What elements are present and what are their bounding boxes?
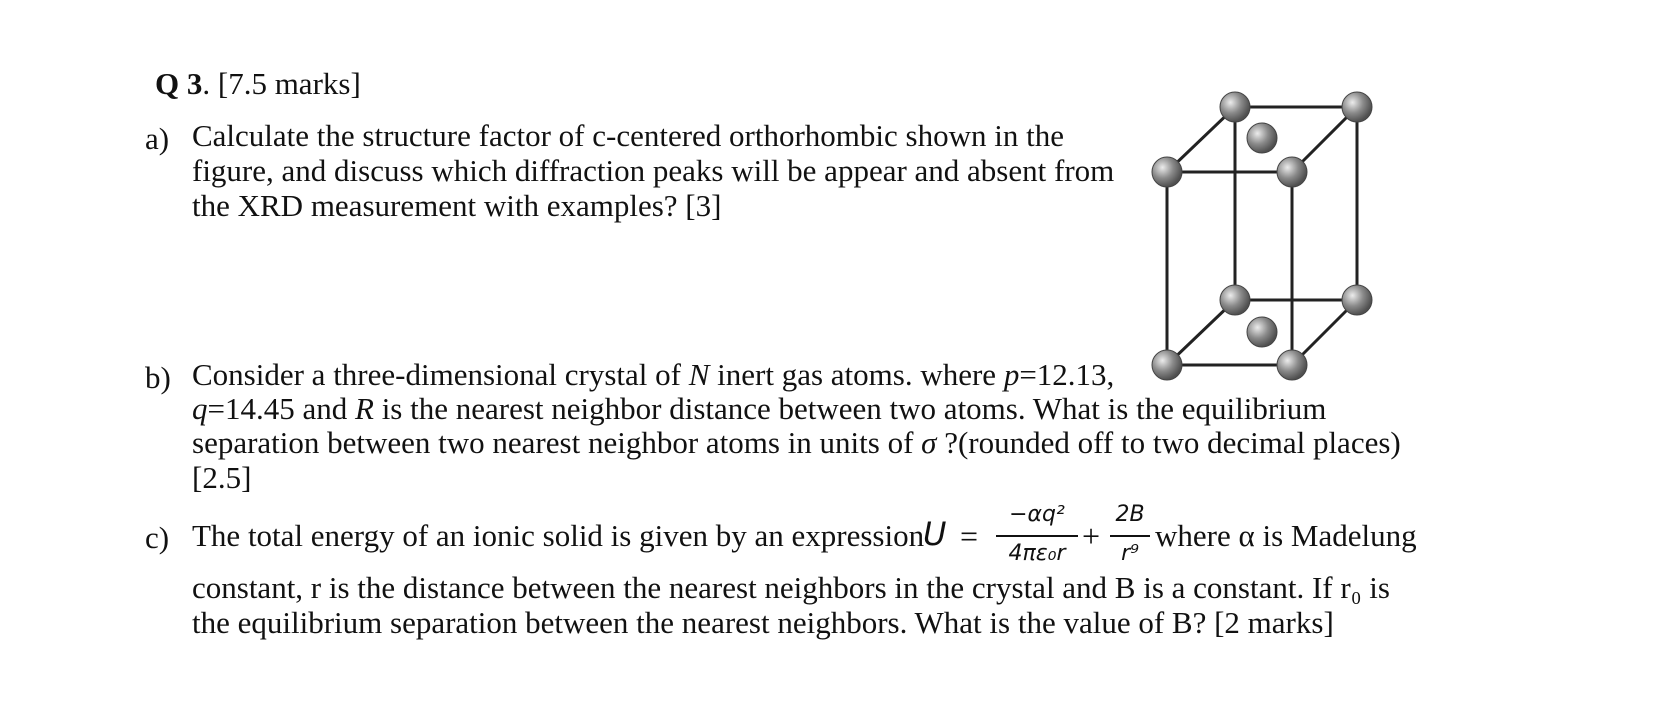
- question-header: [155, 66, 361, 102]
- part-a-line-1: Calculate the structure factor of c-centered orthorhombic shown in the: [192, 118, 1064, 153]
- unit-cell-figure: [1140, 90, 1400, 390]
- corner-atom: [1342, 285, 1372, 315]
- corner-atom: [1220, 92, 1250, 122]
- symbol-N: N: [688, 357, 710, 392]
- part-a-label: a): [145, 121, 170, 156]
- corner-atom: [1277, 157, 1307, 187]
- symbol-q: q: [192, 391, 208, 426]
- fraction-2-numerator: 2B: [1115, 502, 1145, 527]
- corner-atom: [1220, 285, 1250, 315]
- part-b-line-3: separation between two nearest neighbor atoms in units of σ ?(rounded off to two decimal places): [192, 425, 1401, 460]
- corner-atom: [1277, 350, 1307, 380]
- corner-atom: [1342, 92, 1372, 122]
- atoms: [1152, 92, 1372, 380]
- face-center-atom: [1247, 317, 1277, 347]
- symbol-p: p: [1003, 357, 1020, 392]
- part-c-line-3: the equilibrium separation between the nearest neighbors. What is the value of B? [2 marks]: [192, 605, 1334, 640]
- fraction-1-numerator: −αq²: [1009, 502, 1065, 527]
- part-b-label: b): [145, 360, 171, 395]
- part-c-line-1-post: where α is Madelung: [1155, 518, 1417, 553]
- face-center-atom: [1247, 123, 1277, 153]
- plus-sign: +: [1082, 518, 1101, 554]
- question-number: Q 3: [155, 66, 203, 101]
- fraction-2-bar: [1110, 535, 1150, 537]
- fraction-1-bar: [996, 535, 1078, 537]
- symbol-sigma: σ: [921, 425, 937, 460]
- part-a-line-2: figure, and discuss which diffraction peaks will be appear and absent from: [192, 153, 1115, 188]
- part-a-line-3: the XRD measurement with examples? [3]: [192, 188, 722, 223]
- fraction-2-denominator: r⁹: [1121, 541, 1139, 566]
- part-b-line-2: q=14.45 and R is the nearest neighbor distance between two atoms. What is the equilibrium: [192, 391, 1327, 426]
- corner-atom: [1152, 157, 1182, 187]
- symbol-R: R: [355, 391, 374, 426]
- fraction-1-denominator: 4πε₀r: [1008, 541, 1066, 566]
- question-marks: . [7.5 marks]: [202, 66, 361, 101]
- part-c-line-1-pre: The total energy of an ionic solid is given by an expression: [192, 518, 925, 553]
- equals-sign: =: [960, 518, 979, 554]
- part-b-line-1: Consider a three-dimensional crystal of N inert gas atoms. where p=12.13,: [192, 357, 1115, 392]
- symbol-U: U: [923, 515, 947, 553]
- part-b-line-4: [2.5]: [192, 460, 252, 495]
- part-c-line-2: constant, r is the distance between the nearest neighbors in the crystal and B is a constant. If r₀ is: [192, 570, 1390, 605]
- corner-atom: [1152, 350, 1182, 380]
- part-c-label: c): [145, 520, 170, 555]
